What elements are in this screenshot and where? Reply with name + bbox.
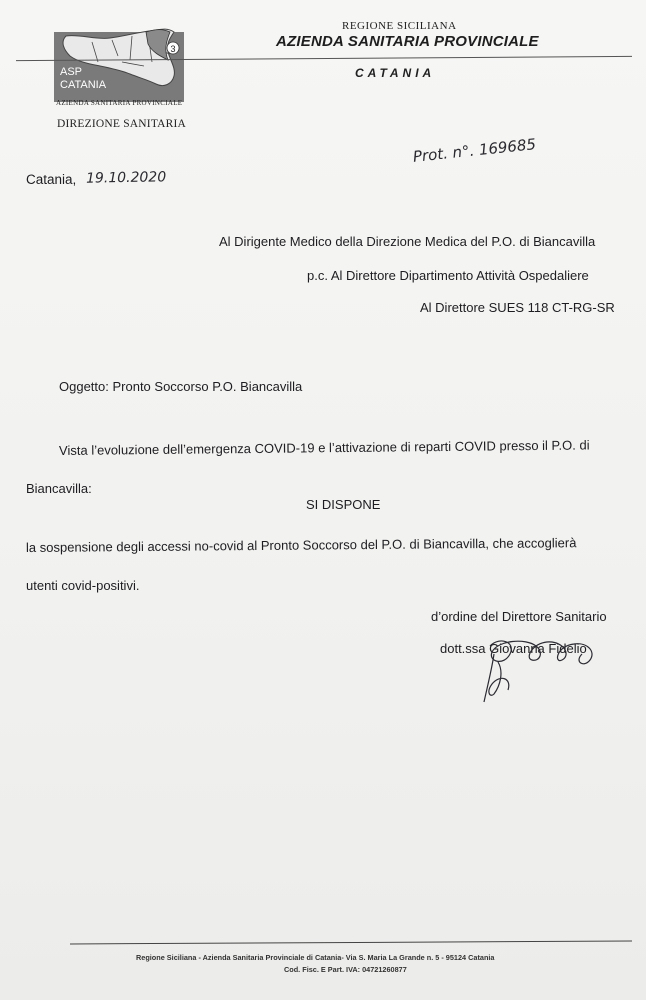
body-paragraph-1-line-2: Biancavilla:	[26, 481, 92, 496]
handwritten-date: 19.10.2020	[85, 169, 167, 187]
recipient-2: p.c. Al Direttore Dipartimento Attività Ospedaliere	[307, 268, 589, 283]
agency-heading: AZIENDA SANITARIA PROVINCIALE	[276, 33, 539, 50]
protocol-number: Prot. n°. 169685	[412, 135, 537, 166]
subject-line: Oggetto: Pronto Soccorso P.O. Biancavilla	[59, 379, 303, 394]
recipient-3: Al Direttore SUES 118 CT-RG-SR	[420, 300, 615, 315]
body-paragraph-1-line-1: Vista l’evoluzione dell’emergenza COVID-19 e l’attivazione di reparti COVID presso il P.O. di	[58, 437, 590, 458]
body-paragraph-2-line-1: la sospensione degli accessi no-covid al Pronto Soccorso del P.O. di Biancavilla, che accoglierà	[25, 535, 577, 555]
date-place: Catania,	[26, 172, 77, 187]
asp-catania-logo	[52, 26, 186, 106]
signature-line-1: d’ordine del Direttore Sanitario	[431, 609, 607, 624]
city-heading: CATANIA	[355, 66, 436, 80]
dispone-heading: SI DISPONE	[306, 497, 381, 512]
logo-asp-label: ASP	[60, 66, 83, 78]
logo-number: 3	[170, 44, 176, 54]
logo-text	[60, 66, 106, 92]
signature-line-2: dott.ssa Giovanna Fidelio	[440, 641, 587, 656]
logo-catania-label: CATANIA	[60, 79, 107, 91]
handwritten-signature	[470, 632, 610, 712]
logo-subtitle: AZIENDA SANITARIA PROVINCIALE	[56, 99, 183, 107]
recipient-1: Al Dirigente Medico della Direzione Medica del P.O. di Biancavilla	[219, 234, 596, 249]
region-heading: REGIONE SICILIANA	[342, 20, 457, 32]
footer-address: Regione Siciliana - Azienda Sanitaria Provinciale di Catania- Via S. Maria La Grande n. 5 - 95124 Catania	[136, 953, 495, 962]
footer-divider	[70, 941, 632, 945]
body-paragraph-2-line-2: utenti covid-positivi.	[26, 578, 140, 593]
department-label: DIREZIONE SANITARIA	[57, 118, 187, 130]
footer-tax-code: Cod. Fisc. E Part. IVA: 04721260877	[284, 965, 407, 974]
